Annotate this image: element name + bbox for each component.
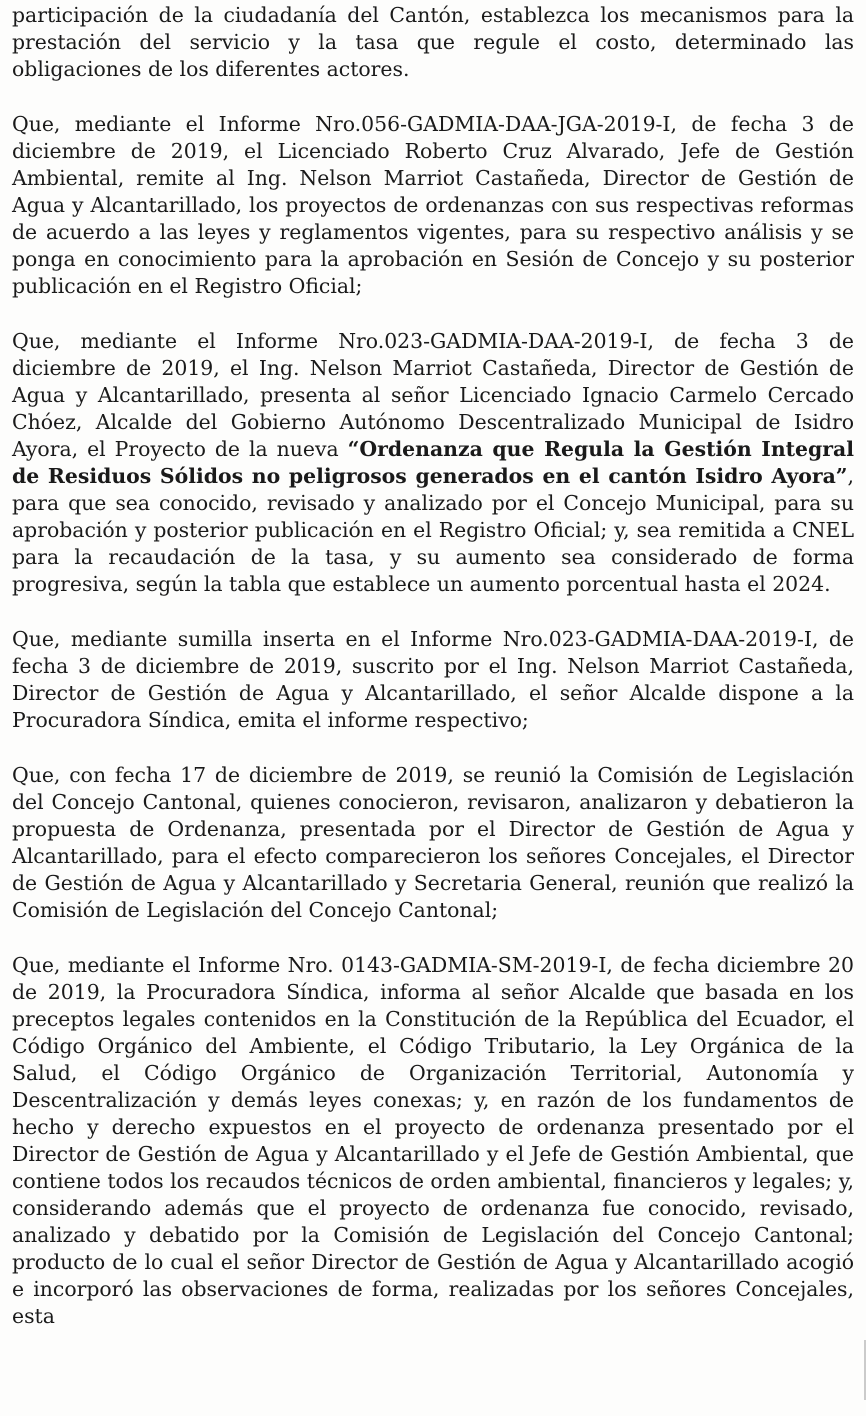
document-body xyxy=(12,0,854,1358)
paragraph-sumilla: Que, mediante sumilla inserta en el Informe Nro.023-GADMIA-DAA-2019-I, de fecha 3 de diciembre de 2019, suscrito por el Ing. Nelson Marriot Castañeda, Director de Gestión de Agua y Alcantarillado, el señor Alcalde dispone a la Procuradora Síndica, emita el informe respectivo; xyxy=(12,627,854,732)
ordinance-title: “Ordenanza que Regula la Gestión Integral de Residuos Sólidos no peligrosos generados en el cantón Isidro Ayora” xyxy=(12,437,854,488)
paragraph-comision-legislacion: Que, con fecha 17 de diciembre de 2019, se reunió la Comisión de Legislación del Concejo Cantonal, quienes conocieron, revisaron, analizaron y debatieron la propuesta de Ordenanza, presentada por el Director de Gestión de Agua y Alcantarillado, para el efecto comparecieron los señores Concejales, el Director de Gestión de Agua y Alcantarillado y Secretaria General, reunión que realizó la Comisión de Legislación del Concejo Cantonal; xyxy=(12,763,854,922)
paragraph-informe-023-rest: , para que sea conocido, revisado y analizado por el Concejo Municipal, para su aprobación y posterior publicación en el Registro Oficial; y, sea remitida a CNEL para la recaudación de la tasa, y su aumento sea considerado de forma progresiva, según la tabla que establece un aumento porcentual hasta el 2024. xyxy=(12,464,854,596)
paragraph-informe-023-intro: Que, mediante el Informe Nro.023-GADMIA-DAA-2019-I, de fecha 3 de diciembre de 2019, el Ing. Nelson Marriot Castañeda, Director de Gestión de Agua y Alcantarillado, presenta al señor Licenciado Ignacio Carmelo Cercado Chóez, Alcalde del Gobierno Autónomo Descentralizado Municipal de Isidro Ayora, el Proyecto de la nueva xyxy=(12,329,854,461)
page-edge-shadow xyxy=(858,1340,866,1400)
paragraph-informe-056: Que, mediante el Informe Nro.056-GADMIA-DAA-JGA-2019-I, de fecha 3 de diciembre de 2019, el Licenciado Roberto Cruz Alvarado, Jefe de Gestión Ambiental, remite al Ing. Nelson Marriot Castañeda, Director de Gestión de Agua y Alcantarillado, los proyectos de ordenanzas con sus respectivas reformas de acuerdo a las leyes y reglamentos vigentes, para su respectivo análisis y se ponga en conocimiento para la aprobación en Sesión de Concejo y su posterior publicación en el Registro Oficial; xyxy=(12,112,854,298)
paragraph-informe-023 xyxy=(12,328,854,598)
paragraph-informe-0143: Que, mediante el Informe Nro. 0143-GADMIA-SM-2019-I, de fecha diciembre 20 de 2019, la Procuradora Síndica, informa al señor Alcalde que basada en los preceptos legales contenidos en la Constitución de la República del Ecuador, el Código Orgánico del Ambiente, el Código Tributario, la Ley Orgánica de la Salud, el Código Orgánico de Organización Territorial, Autonomía y Descentralización y demás leyes conexas; y, en razón de los fundamentos de hecho y derecho expuestos en el proyecto de ordenanza presentado por el Director de Gestión de Agua y Alcantarillado y el Jefe de Gestión Ambiental, que contiene todos los recaudos técnicos de orden ambiental, financieros y legales; y, considerando además que el proyecto de ordenanza fue conocido, revisado, analizado y debatido por la Comisión de Legislación del Concejo Cantonal; producto de lo cual el señor Director de Gestión de Agua y Alcantarillado acogió e incorporó las observaciones de forma, realizadas por los señores Concejales, esta xyxy=(12,953,854,1328)
paragraph-continuation: participación de la ciudadanía del Cantón, establezca los mecanismos para la prestación del servicio y la tasa que regule el costo, determinado las obligaciones de los diferentes actores. xyxy=(12,3,854,81)
